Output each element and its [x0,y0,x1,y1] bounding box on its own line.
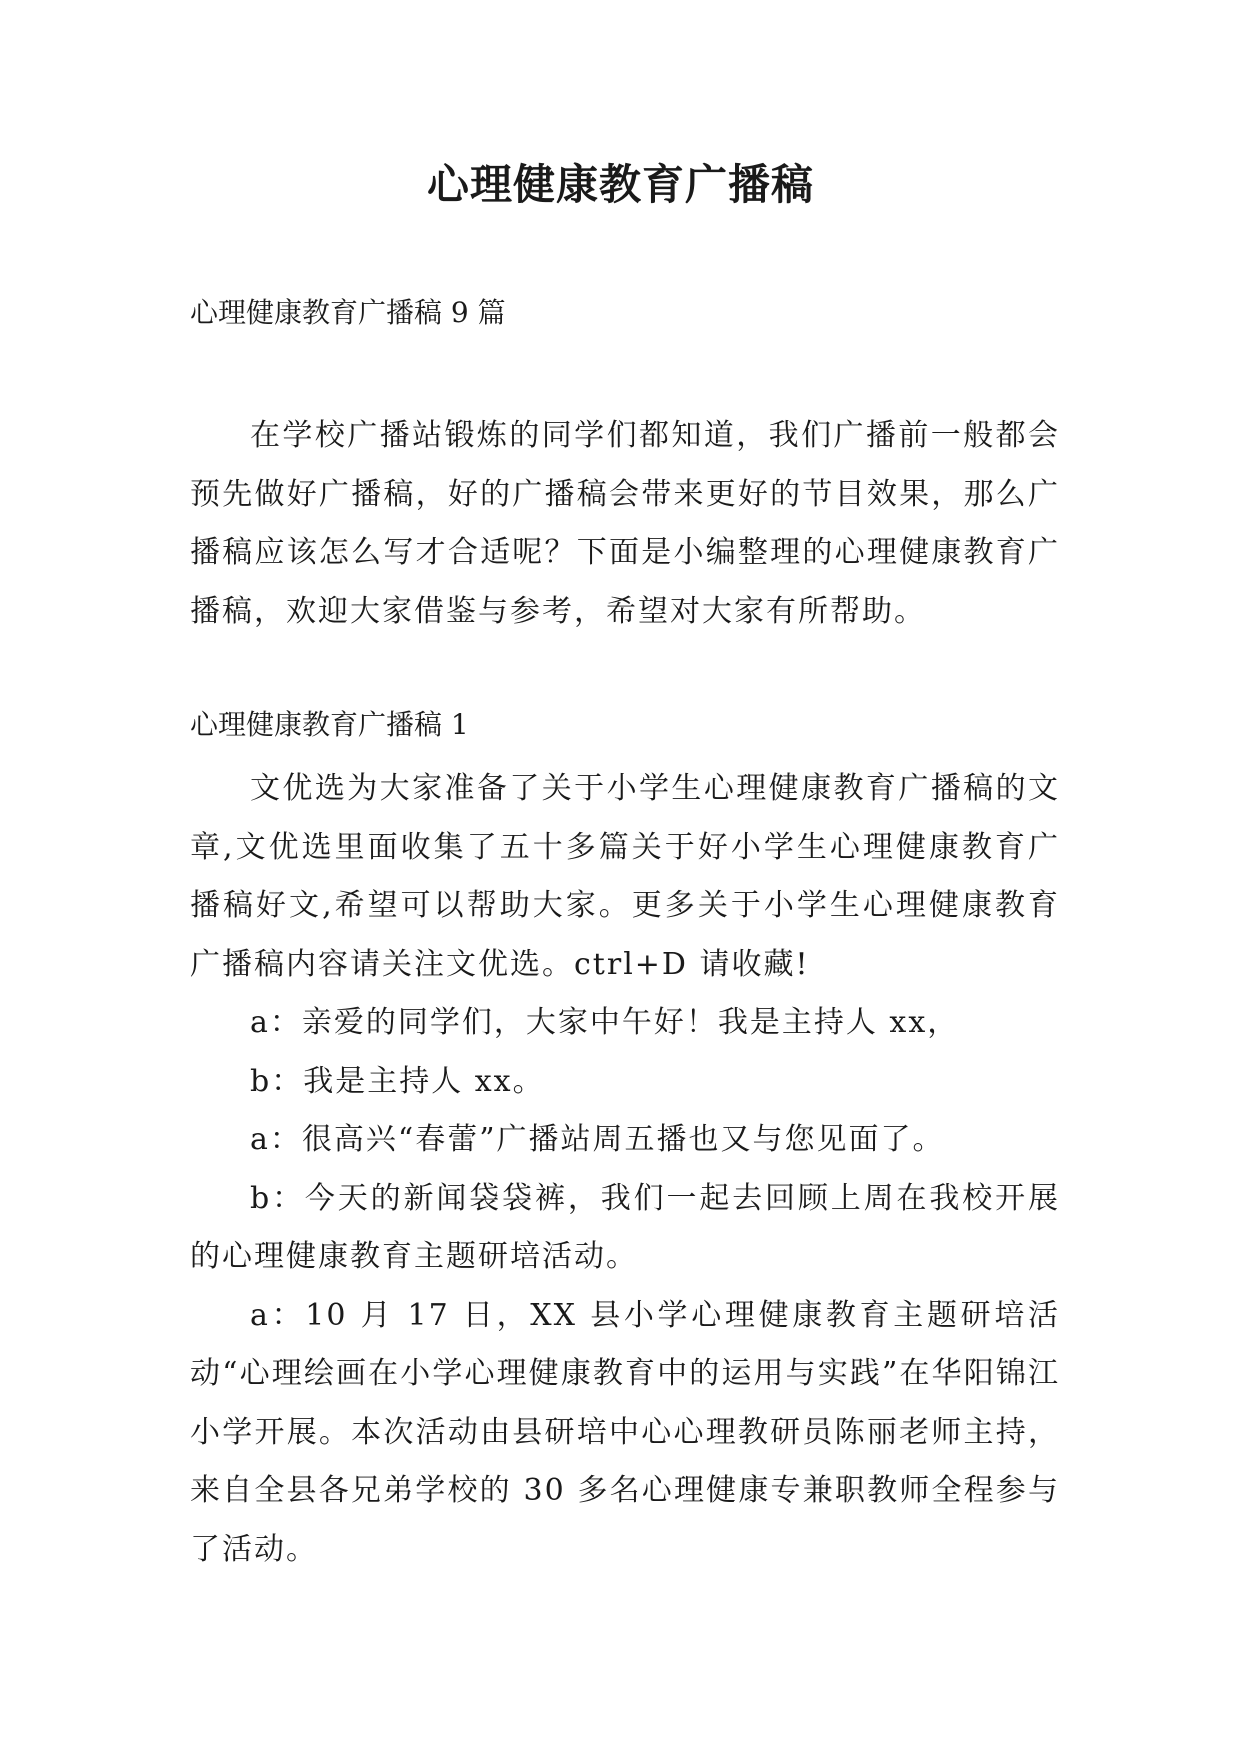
dialogue-line: b：今天的新闻袋袋裤，我们一起去回顾上周在我校开展的心理健康教育主题研培活动。 [190,1180,1060,1274]
intro-paragraph: 在学校广播站锻炼的同学们都知道，我们广播前一般都会预先做好广播稿，好的广播稿会带来更好的节目效果，那么广播稿应该怎么写才合适呢？下面是小编整理的心理健康教育广播稿，欢迎大家借鉴与参考，希望对大家有所帮助。 [190,418,1060,629]
body-paragraph: 文优选为大家准备了关于小学生心理健康教育广播稿的文章,文优选里面收集了五十多篇关于好小学生心理健康教育广播稿好文,希望可以帮助大家。更多关于小学生心理健康教育广播稿内容请关注文优选。ctrl+D 请收藏! [190,771,1060,982]
document-subtitle: 心理健康教育广播稿 9 篇 [190,296,506,329]
intro-block [190,407,1060,641]
dialogue-line: b：我是主持人 xx。 [250,1063,545,1099]
document-title: 心理健康教育广播稿 [426,160,814,209]
section-heading: 心理健康教育广播稿 1 [190,708,469,741]
dialogue-line: a：亲爱的同学们，大家中午好！我是主持人 xx， [250,1005,960,1040]
dialogue-line: a：10 月 17 日，XX 县小学心理健康教育主题研培活动“心理绘画在小学心理健康教育中的运用与实践”在华阳锦江小学开展。本次活动由县研培中心心理教研员陈丽老师主持，来自全县各兄弟学校的 30 多名心理健康专兼职教师全程参与了活动。 [190,1297,1060,1567]
section-body [190,760,1060,1579]
dialogue-line: a：很高兴“春蕾”广播站周五播也又与您见面了。 [250,1122,945,1157]
